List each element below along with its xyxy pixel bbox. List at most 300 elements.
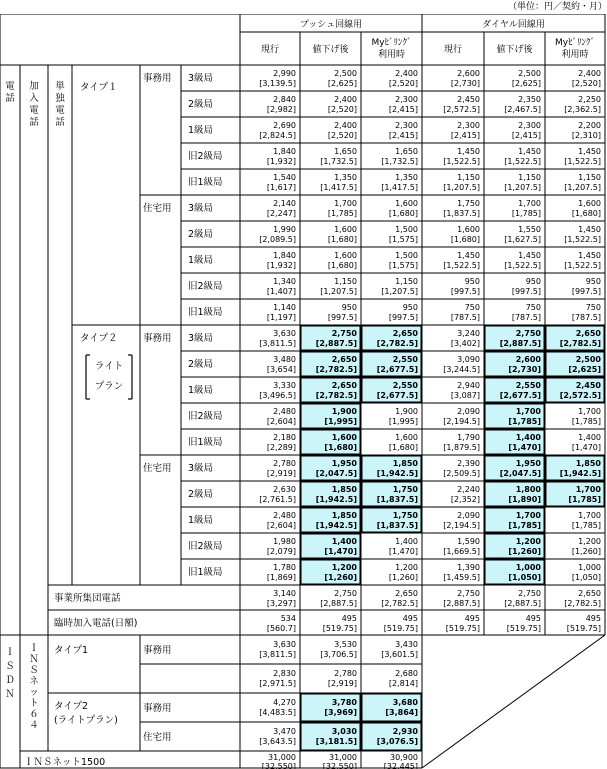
cell-tax: [3,811.5] <box>259 339 296 348</box>
cell-tax: [1,260] <box>388 573 418 582</box>
cell-value: 1,450 <box>578 251 601 260</box>
cell-tax: [2,814] <box>388 679 418 688</box>
cell-value: 3,030 <box>331 727 357 736</box>
cell-value: 2,750 <box>457 589 480 598</box>
cell-tax: [2,782.5] <box>315 391 357 400</box>
cell-value: 3,630 <box>273 640 296 649</box>
cell-value: 2,450 <box>575 381 601 390</box>
label-isdn-jimu: 事務用 <box>143 645 172 656</box>
cell-tax: [2,520] <box>327 105 357 114</box>
grade-label: 旧2級局 <box>188 411 223 422</box>
cell-value: 1,400 <box>395 537 418 546</box>
cell-value: 3,470 <box>273 727 296 736</box>
cell-tax: [1,207.5] <box>320 287 357 296</box>
cell-tax: [2,887.5] <box>320 599 357 608</box>
cell-value: 1,200 <box>331 563 357 572</box>
cell-value: 1,350 <box>334 173 357 182</box>
cell-value: 1,850 <box>331 511 357 520</box>
cell-value: 2,600 <box>457 69 480 78</box>
label-ins64-char: Ｓ <box>29 665 39 676</box>
cell-tax: [2,824.5] <box>259 131 296 140</box>
label-tandoku-char: 電 <box>55 105 65 116</box>
cell-value: 2,140 <box>273 199 296 208</box>
cell-value: 2,780 <box>334 669 357 678</box>
cell-tax: [1,522.5] <box>504 261 541 270</box>
cell-value: 2,300 <box>457 121 480 130</box>
grade-label: 2級局 <box>188 489 214 500</box>
cell-value: 1,840 <box>273 147 296 156</box>
cell-value: 1,700 <box>515 511 541 520</box>
cell-tax: [2,467.5] <box>504 105 541 114</box>
cell-tax: [2,625] <box>511 79 541 88</box>
cell-tax: [1,207.5] <box>443 183 480 192</box>
cell-tax: [1,417.5] <box>381 183 418 192</box>
cell-tax: [1,942.5] <box>315 521 357 530</box>
cell-value: 495 <box>585 614 601 623</box>
cell-tax: [1,942.5] <box>315 495 357 504</box>
cell-value: 2,300 <box>395 95 418 104</box>
label-isdn-char: Ｄ <box>5 675 15 686</box>
cell-value: 1,000 <box>515 563 541 572</box>
cell-tax: [997.5] <box>388 313 418 322</box>
cell-value: 2,690 <box>273 121 296 130</box>
cell-tax: [787.5] <box>571 313 601 322</box>
cell-value: 1,150 <box>457 173 480 182</box>
cell-tax: [1,050] <box>508 573 541 582</box>
cell-tax: [1,207.5] <box>381 287 418 296</box>
grade-label: 1級局 <box>188 515 214 526</box>
cell-tax: [2,782.5] <box>559 339 601 348</box>
label-kanyu-char: 入 <box>29 93 39 104</box>
cell-tax: [2,520] <box>388 79 418 88</box>
cell-value: 1,540 <box>273 173 296 182</box>
cell-value: 1,990 <box>273 225 296 234</box>
label-isdn2-jimu: 事務用 <box>143 703 172 714</box>
cell-value: 950 <box>585 277 601 286</box>
cell-tax: [3,601.5] <box>381 650 418 659</box>
header-sub-2: Myﾋﾞﾘﾝｸﾞ <box>371 38 412 48</box>
cell-tax: [1,260] <box>508 547 541 556</box>
label-ins64 <box>29 643 39 731</box>
cell-value: 1,000 <box>578 563 601 572</box>
cell-value: 1,450 <box>518 251 541 260</box>
cell-tax: [1,837.5] <box>376 495 418 504</box>
cell-value: 1,600 <box>457 225 480 234</box>
cell-tax: [1,470] <box>571 443 601 452</box>
cell-tax: [2,782.5] <box>315 365 357 374</box>
cell-value: 1,900 <box>395 407 418 416</box>
cell-tax: [1,522.5] <box>443 261 480 270</box>
label-jimu-t1: 事務用 <box>143 73 172 84</box>
grade-label: 2級局 <box>188 99 214 110</box>
cell-tax: [2,604] <box>266 417 296 426</box>
cell-value: 2,550 <box>515 381 541 390</box>
label-isdn-type1: タイプ1 <box>54 645 89 656</box>
cell-value: 1,350 <box>395 173 418 182</box>
cell-tax: [2,572.5] <box>559 391 601 400</box>
cell-tax: [1,207.5] <box>504 183 541 192</box>
cell-tax: [1,932] <box>266 261 296 270</box>
cell-value: 2,480 <box>273 407 296 416</box>
cell-tax: [1,869] <box>266 573 296 582</box>
cell-tax: [2,310] <box>571 131 601 140</box>
cell-value: 2,780 <box>273 459 296 468</box>
cell-tax: [2,887.5] <box>499 339 541 348</box>
label-jimu-t2: 事務用 <box>143 333 172 344</box>
cell-value: 1,780 <box>273 563 296 572</box>
cell-value: 1,400 <box>331 537 357 546</box>
cell-tax: [2,352] <box>450 495 480 504</box>
cell-value: 1,950 <box>331 459 357 468</box>
grade-label: 2級局 <box>188 359 214 370</box>
header-sub-0: 現行 <box>260 45 280 55</box>
cell-value: 4,270 <box>273 698 296 707</box>
cell-tax: [1,942.5] <box>376 469 418 478</box>
cell-tax: [1,207.5] <box>564 183 601 192</box>
cell-value: 1,950 <box>515 459 541 468</box>
cell-value: 3,330 <box>273 381 296 390</box>
cell-value: 2,350 <box>518 95 541 104</box>
label-ins64-char: Ｎ <box>29 654 39 665</box>
cell-tax: [3,087] <box>450 391 480 400</box>
row-label-jigyosho: 事業所集団電話 <box>54 593 121 604</box>
cell-value: 2,390 <box>457 459 480 468</box>
label-isdn-lite: (ライトプラン) <box>54 715 118 726</box>
cell-tax: [2,677.5] <box>376 391 418 400</box>
cell-value: 3,780 <box>331 698 357 707</box>
cell-tax: [2,887.5] <box>504 599 541 608</box>
cell-tax: [2,079] <box>266 547 296 556</box>
cell-tax: [1,470] <box>324 547 357 556</box>
cell-tax: [1,879.5] <box>443 443 480 452</box>
cell-tax: [32,445] <box>383 762 418 769</box>
cell-tax: [1,522.5] <box>564 157 601 166</box>
cell-value: 1,150 <box>334 277 357 286</box>
cell-tax: [2,415] <box>450 131 480 140</box>
cell-value: 3,680 <box>392 698 418 707</box>
cell-value: 2,250 <box>578 95 601 104</box>
cell-value: 1,700 <box>578 511 601 520</box>
cell-tax: [3,297] <box>266 599 296 608</box>
cell-value: 2,400 <box>334 121 357 130</box>
cell-tax: [1,932] <box>266 157 296 166</box>
grade-label: 旧1級局 <box>188 437 223 448</box>
label-isdn-char: Ｎ <box>5 689 15 700</box>
cell-value: 950 <box>341 303 357 312</box>
label-plan: プラン <box>94 381 124 392</box>
cell-tax: [2,677.5] <box>499 391 541 400</box>
cell-tax: [1,627.5] <box>504 235 541 244</box>
cell-value: 2,840 <box>273 95 296 104</box>
cell-tax: [2,971.5] <box>259 679 296 688</box>
cell-tax: [1,522.5] <box>564 261 601 270</box>
cell-value: 1,750 <box>457 199 480 208</box>
cell-value: 2,600 <box>515 355 541 364</box>
cell-value: 750 <box>525 303 541 312</box>
cell-value: 2,550 <box>392 355 418 364</box>
cell-value: 950 <box>464 277 480 286</box>
cell-value: 750 <box>585 303 601 312</box>
cell-value: 3,090 <box>457 355 480 364</box>
cell-tax: [1,680] <box>327 235 357 244</box>
label-lite: ライト <box>94 361 124 372</box>
cell-value: 2,400 <box>334 95 357 104</box>
cell-value: 1,400 <box>578 433 601 442</box>
cell-value: 2,200 <box>578 121 601 130</box>
cell-tax: [1,260] <box>324 573 357 582</box>
cell-value: 1,200 <box>395 563 418 572</box>
cell-value: 1,600 <box>395 199 418 208</box>
header-dial: ダイヤル回線用 <box>482 20 545 30</box>
cell-value: 495 <box>341 614 357 623</box>
cell-value: 2,650 <box>392 329 418 338</box>
cell-value: 1,980 <box>273 537 296 546</box>
cell-value: 1,450 <box>518 147 541 156</box>
cell-tax: [1,732.5] <box>381 157 418 166</box>
cell-value: 2,500 <box>334 69 357 78</box>
cell-value: 3,240 <box>457 329 480 338</box>
cell-value: 950 <box>525 277 541 286</box>
cell-value: 2,990 <box>273 69 296 78</box>
cell-value: 2,400 <box>395 69 418 78</box>
label-type2: タイプ２ <box>80 333 118 344</box>
cell-value: 1,450 <box>578 147 601 156</box>
cell-tax: [1,890] <box>508 495 541 504</box>
grade-label: 旧1級局 <box>188 567 223 578</box>
cell-value: 3,630 <box>273 329 296 338</box>
cell-tax: [1,942.5] <box>559 469 601 478</box>
cell-value: 3,430 <box>395 640 418 649</box>
cell-value: 2,090 <box>457 511 480 520</box>
label-ins64-char: ６ <box>29 709 39 720</box>
header-push: プッシュ回線用 <box>299 20 363 30</box>
label-jutaku-t1: 住宅用 <box>143 203 172 214</box>
cell-tax: [2,509.5] <box>443 469 480 478</box>
cell-tax: [2,520] <box>327 131 357 140</box>
cell-tax: [2,415] <box>388 105 418 114</box>
cell-tax: [1,785] <box>327 209 357 218</box>
cell-value: 2,680 <box>395 669 418 678</box>
cell-value: 1,700 <box>515 407 541 416</box>
cell-value: 1,840 <box>273 251 296 260</box>
grade-label: 旧2級局 <box>188 151 223 162</box>
cell-tax: [2,887.5] <box>443 599 480 608</box>
cell-tax: [2,289] <box>266 443 296 452</box>
row-label-rinji: 臨時加入電話(日額) <box>54 618 138 629</box>
cell-tax: [1,669.5] <box>443 547 480 556</box>
cell-value: 1,600 <box>331 433 357 442</box>
cell-tax: [32,550] <box>261 762 296 769</box>
cell-tax: [2,730] <box>508 365 541 374</box>
label-ins64-char: ネ <box>29 676 39 687</box>
cell-value: 2,750 <box>331 329 357 338</box>
cell-tax: [997.5] <box>511 287 541 296</box>
cell-tax: [519.75] <box>566 624 601 633</box>
cell-value: 1,500 <box>395 225 418 234</box>
cell-value: 750 <box>464 303 480 312</box>
label-tandoku <box>55 80 65 128</box>
cell-value: 1,340 <box>273 277 296 286</box>
cell-tax: [1,417.5] <box>320 183 357 192</box>
cell-tax: [3,706.5] <box>320 650 357 659</box>
label-isdn-char: Ｓ <box>5 661 15 672</box>
cell-tax: [1,785] <box>571 521 601 530</box>
cell-value: 534 <box>280 614 296 623</box>
cell-tax: [2,247] <box>266 209 296 218</box>
cell-value: 2,630 <box>273 485 296 494</box>
cell-tax: [1,680] <box>571 209 601 218</box>
cell-value: 1,450 <box>457 251 480 260</box>
cell-tax: [1,470] <box>508 443 541 452</box>
cell-tax: [787.5] <box>511 313 541 322</box>
cell-value: 1,600 <box>578 199 601 208</box>
cell-value: 1,600 <box>395 433 418 442</box>
label-denwa-char: 電 <box>5 81 15 92</box>
cell-tax: [1,050] <box>571 573 601 582</box>
cell-value: 2,930 <box>392 727 418 736</box>
header-sub-1: 値下げ後 <box>312 45 349 55</box>
cell-value: 2,480 <box>273 511 296 520</box>
label-kanyu-char: 加 <box>29 81 39 92</box>
label-ins64-char: ト <box>29 698 39 709</box>
cell-tax: [2,677.5] <box>376 365 418 374</box>
cell-value: 1,700 <box>575 485 601 494</box>
cell-tax: [997.5] <box>450 287 480 296</box>
cell-tax: [2,362.5] <box>564 105 601 114</box>
grade-label: 1級局 <box>188 255 214 266</box>
label-denwa <box>5 81 15 104</box>
cell-value: 3,530 <box>334 640 357 649</box>
label-isdn2-jutaku: 住宅用 <box>143 732 172 743</box>
cell-tax: [1,459.5] <box>443 573 480 582</box>
cell-value: 2,830 <box>273 669 296 678</box>
header-sub-5: Myﾋﾞﾘﾝｸﾞ <box>554 38 596 48</box>
cell-value: 2,300 <box>395 121 418 130</box>
cell-tax: [2,604] <box>266 521 296 530</box>
cell-tax: [2,761.5] <box>259 495 296 504</box>
cell-value: 2,940 <box>457 381 480 390</box>
label-ins1500: ＩＮＳネット1500 <box>24 757 106 768</box>
cell-tax: [560.7] <box>266 624 296 633</box>
label-kanyu <box>29 80 39 128</box>
label-jutaku-t2: 住宅用 <box>143 463 172 474</box>
cell-value: 2,650 <box>578 589 601 598</box>
cell-value: 1,800 <box>515 485 541 494</box>
price-table <box>0 14 606 769</box>
cell-tax: [1,785] <box>571 417 601 426</box>
cell-tax: [1,995] <box>388 417 418 426</box>
cell-tax: [787.5] <box>450 313 480 322</box>
cell-value: 1,450 <box>578 225 601 234</box>
cell-value: 2,500 <box>575 355 601 364</box>
cell-tax: [1,522.5] <box>504 157 541 166</box>
grade-label: 1級局 <box>188 385 214 396</box>
cell-tax: [2,730] <box>450 79 480 88</box>
cell-value: 2,550 <box>392 381 418 390</box>
cell-tax: [2,887.5] <box>315 339 357 348</box>
cell-value: 495 <box>464 614 480 623</box>
cell-tax: [2,415] <box>511 131 541 140</box>
cell-value: 2,650 <box>331 381 357 390</box>
grade-label: 3級局 <box>188 333 214 344</box>
cell-tax: [519.75] <box>445 624 480 633</box>
cell-value: 31,000 <box>329 753 357 762</box>
cell-tax: [1,470] <box>388 547 418 556</box>
cell-tax: [3,402] <box>450 339 480 348</box>
grade-label: 旧1級局 <box>188 307 223 318</box>
cell-tax: [2,782.5] <box>381 599 418 608</box>
cell-value: 1,850 <box>331 485 357 494</box>
cell-value: 1,140 <box>273 303 296 312</box>
cell-value: 1,600 <box>334 251 357 260</box>
cell-value: 495 <box>402 614 418 623</box>
cell-tax: [2,982] <box>266 105 296 114</box>
label-ins64-char: ４ <box>29 720 39 731</box>
cell-tax: [2,047.5] <box>499 469 541 478</box>
grade-label: 3級局 <box>188 463 214 474</box>
grade-label: 旧2級局 <box>188 541 223 552</box>
price-table-grid <box>0 14 606 769</box>
label-tandoku-char: 話 <box>55 117 65 128</box>
cell-tax: [1,522.5] <box>564 235 601 244</box>
cell-value: 1,390 <box>457 563 480 572</box>
grade-label: 3級局 <box>188 73 214 84</box>
cell-tax: [1,617] <box>266 183 296 192</box>
cell-tax: [519.75] <box>383 624 418 633</box>
cell-value: 2,450 <box>457 95 480 104</box>
cell-value: 2,750 <box>334 589 357 598</box>
cell-tax: [1,995] <box>324 417 357 426</box>
cell-tax: [519.75] <box>322 624 357 633</box>
label-kanyu-char: 話 <box>29 117 39 128</box>
label-isdn-char: Ｉ <box>5 647 15 658</box>
cell-value: 1,700 <box>518 199 541 208</box>
cell-value: 2,750 <box>515 329 541 338</box>
label-isdn <box>5 647 15 700</box>
label-type1: タイプ１ <box>80 82 118 93</box>
cell-tax: [2,194.5] <box>443 521 480 530</box>
header-sub-3: 現行 <box>443 45 463 55</box>
grade-label: 旧1級局 <box>188 177 223 188</box>
cell-tax: [1,575] <box>388 235 418 244</box>
cell-tax: [1,837.5] <box>376 521 418 530</box>
cell-value: 1,900 <box>331 407 357 416</box>
cell-value: 1,400 <box>515 433 541 442</box>
cell-value: 2,650 <box>331 355 357 364</box>
cell-value: 1,750 <box>392 485 418 494</box>
cell-value: 2,240 <box>457 485 480 494</box>
cell-value: 2,650 <box>575 329 601 338</box>
cell-tax: [1,785] <box>511 209 541 218</box>
cell-value: 1,850 <box>392 459 418 468</box>
cell-value: 2,180 <box>273 433 296 442</box>
cell-tax: [3,811.5] <box>259 650 296 659</box>
cell-tax: [3,076.5] <box>376 737 418 746</box>
grade-label: 旧2級局 <box>188 281 223 292</box>
cell-tax: [997.5] <box>327 313 357 322</box>
label-tandoku-char: 単 <box>55 81 65 92</box>
cell-value: 2,500 <box>518 69 541 78</box>
cell-value: 2,090 <box>457 407 480 416</box>
cell-value: 1,850 <box>575 459 601 468</box>
cell-tax: [3,139.5] <box>259 79 296 88</box>
cell-tax: [2,089.5] <box>259 235 296 244</box>
cell-tax: [3,496.5] <box>259 391 296 400</box>
cell-tax: [1,680] <box>324 443 357 452</box>
cell-value: 3,480 <box>273 355 296 364</box>
grade-label: 1級局 <box>188 125 214 136</box>
cell-tax: [1,785] <box>568 495 601 504</box>
